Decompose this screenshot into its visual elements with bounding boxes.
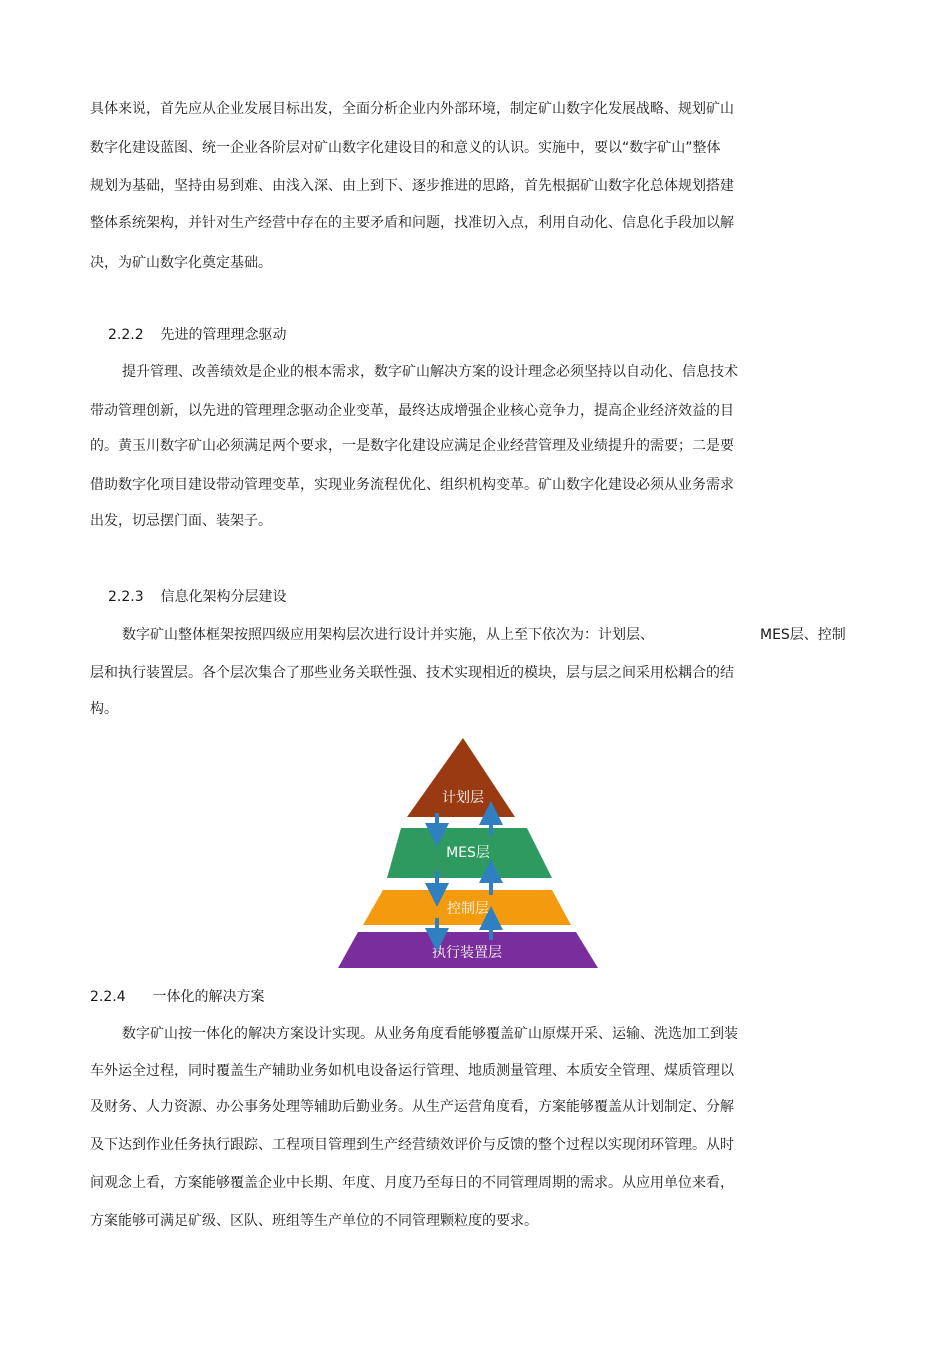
pyramid-label-mes: MES层 — [446, 845, 490, 861]
paragraph-4-line-3: 及财务、人力资源、办公事务处理等辅助后勤业务。从生产运营角度看，方案能够覆盖从计划制定、分解 — [90, 1099, 734, 1115]
paragraph-2-line-1: 提升管理、改善绩效是企业的根本需求，数字矿山解决方案的设计理念必须坚持以自动化、信息技术 — [122, 364, 738, 380]
paragraph-3-line-1a: 数字矿山整体框架按照四级应用架构层次进行设计并实施，从上至下依次为：计划层、 — [122, 627, 654, 643]
paragraph-3-line-3: 构。 — [90, 701, 118, 717]
paragraph-4-line-4: 及下达到作业任务执行跟踪、工程项目管理到生产经营绩效评价与反馈的整个过程以实现闭环管理。从时 — [90, 1137, 734, 1153]
pyramid-label-plan: 计划层 — [442, 790, 484, 806]
section-number: 2.2.4 — [90, 989, 126, 1005]
paragraph-2-line-2: 带动管理创新，以先进的管理理念驱动企业变革，最终达成增强企业核心竞争力，提高企业经济效益的目 — [90, 403, 734, 419]
section-title: 先进的管理理念驱动 — [160, 327, 287, 343]
section-title: 一体化的解决方案 — [152, 989, 265, 1005]
paragraph-1-line-5: 决，为矿山数字化奠定基础。 — [90, 255, 272, 271]
architecture-pyramid-diagram — [330, 735, 605, 975]
paragraph-4-line-2: 车外运全过程，同时覆盖生产辅助业务如机电设备运行管理、地质测量管理、本质安全管理、煤质管理以 — [90, 1063, 734, 1079]
section-heading-2-2-3 — [108, 588, 286, 606]
section-number: 2.2.2 — [108, 327, 144, 343]
paragraph-2-line-5: 出发，切忌摆门面、装架子。 — [90, 513, 272, 529]
paragraph-4-line-6: 方案能够可满足矿级、区队、班组等生产单位的不同管理颗粒度的要求。 — [90, 1213, 538, 1229]
section-heading-2-2-4 — [90, 988, 264, 1006]
paragraph-4-line-1: 数字矿山按一体化的解决方案设计实现。从业务角度看能够覆盖矿山原煤开采、运输、洗选加工到装 — [122, 1026, 738, 1042]
section-title: 信息化架构分层建设 — [160, 589, 287, 605]
section-number: 2.2.3 — [108, 589, 144, 605]
paragraph-1-line-2: 数字化建设蓝图、统一企业各阶层对矿山数字化建设目的和意义的认识。实施中，要以“数字矿山”整体 — [90, 140, 721, 156]
paragraph-3-line-2: 层和执行装置层。各个层次集合了那些业务关联性强、技术实现相近的模块，层与层之间采用松耦合的结 — [90, 665, 734, 681]
paragraph-3-line-1b: MES层、控制 — [760, 627, 846, 643]
paragraph-1-line-3: 规划为基础，坚持由易到难、由浅入深、由上到下、逐步推进的思路，首先根据矿山数字化总体规划搭建 — [90, 178, 734, 194]
pyramid-label-execution: 执行装置层 — [432, 945, 502, 961]
paragraph-4-line-5: 间观念上看，方案能够覆盖企业中长期、年度、月度乃至每日的不同管理周期的需求。从应用单位来看， — [90, 1175, 734, 1191]
paragraph-1-line-1: 具体来说，首先应从企业发展目标出发，全面分析企业内外部环境，制定矿山数字化发展战略、规划矿山 — [90, 101, 734, 117]
paragraph-2-line-3: 的。黄玉川数字矿山必须满足两个要求，一是数字化建设应满足企业经营管理及业绩提升的需要；二是要 — [90, 438, 734, 454]
pyramid-label-control: 控制层 — [447, 901, 489, 917]
section-heading-2-2-2 — [108, 326, 286, 344]
paragraph-1-line-4: 整体系统架构，并针对生产经营中存在的主要矛盾和问题，找准切入点，利用自动化、信息化手段加以解 — [90, 215, 734, 231]
paragraph-2-line-4: 借助数字化项目建设带动管理变革，实现业务流程优化、组织机构变革。矿山数字化建设必须从业务需求 — [90, 477, 734, 493]
